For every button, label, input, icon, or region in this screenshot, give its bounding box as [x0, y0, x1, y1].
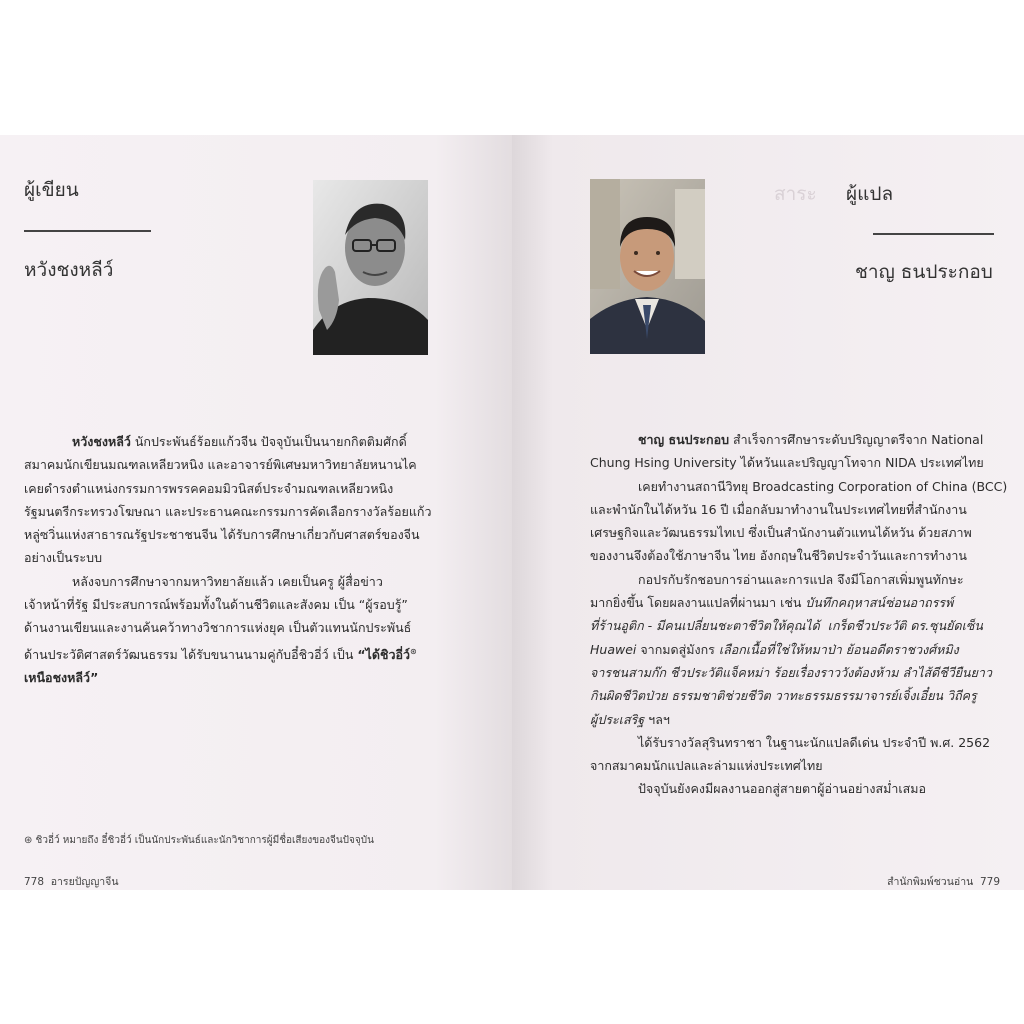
book-spread — [0, 135, 1024, 890]
bio-text: มากยิ่งขึ้น โดยผลงานแปลที่ผ่านมา เช่น — [590, 595, 806, 611]
bio-line: และพำนักในได้หวัน 16 ปี เมื่อกลับมาทำงานในประเทศไทยที่สำนักงาน — [590, 501, 967, 517]
page-footer-left — [24, 873, 119, 890]
page-footer-right — [887, 873, 1000, 890]
translator-name: ชาญ ธนประกอบ — [855, 261, 993, 283]
bio-line: ของงานจึงต้องใช้ภาษาจีน ไทย อังกฤษในชีวิตประจำวันและการทำงาน — [590, 548, 967, 564]
publisher-name: สำนักพิมพ์ชวนอ่าน — [887, 876, 974, 888]
bio-paragraph-1 — [24, 430, 464, 453]
author-biography — [24, 430, 464, 689]
page-number: 779 — [979, 876, 1000, 888]
book-title-italic: จารชนสามก๊ก ชีวประวัติแจ็คหม่า ร้อยเรื่องราววังต้องห้าม ลำไส้ดีชีวียืนยาว — [590, 664, 992, 680]
faded-label: สาระ — [774, 183, 817, 205]
book-title-italic: บันทึกคฤหาสน์ซ่อนอาถรรพ์ — [805, 595, 954, 611]
bio-paragraph-2: หลังจบการศึกษาจากมหาวิทยาลัยแล้ว เคยเป็นครู ผู้สื่อข่าว — [72, 573, 383, 589]
bio-paragraph-3: กอปรกับรักชอบการอ่านและการแปล จึงมีโอกาสเพิ่มพูนทักษะ — [638, 571, 964, 587]
section-divider — [873, 233, 994, 235]
bio-paragraph-2: เคยทำงานสถานีวิทยุ Broadcasting Corporation of China (BCC) — [638, 478, 1008, 494]
bio-line: สมาคมนักเขียนมณฑลเหลียวหนิง และอาจารย์พิเศษมหาวิทยาลัยหนานไค — [24, 457, 417, 473]
book-title-italic: Huawei — [590, 641, 637, 657]
section-label-translator: ผู้แปล — [846, 183, 894, 205]
author-photo — [313, 180, 428, 355]
bio-line: จากสมาคมนักแปลและล่ามแห่งประเทศไทย — [590, 758, 823, 774]
bio-line: เศรษฐกิจและวัฒนธรรมไทเป ซึ่งเป็นสำนักงานตัวแทนได้หวัน ด้วยสภาพ — [590, 525, 972, 541]
bio-line: อย่างเป็นระบบ — [24, 550, 103, 566]
bio-paragraph-4: ได้รับรางวัลสุรินทราชา ในฐานะนักแปลดีเด่น ประจำปี พ.ศ. 2562 — [638, 734, 991, 750]
bio-text: นักประพันธ์ร้อยแก้วจีน ปัจจุบันเป็นนายกกิตติมศักดิ์ — [130, 434, 407, 449]
bio-line: เคยดำรงตำแหน่งกรรมการพรรคคอมมิวนิสต์ประจำมณฑลเหลียวหนิง — [24, 480, 394, 496]
section-divider — [24, 230, 151, 232]
author-name-bold: หวังชงหลีว์ — [72, 434, 131, 449]
translator-biography — [590, 428, 1010, 801]
bio-line: หลู่ซวิ่นแห่งสาธารณรัฐประชาชนจีน ได้รับการศึกษาเกี่ยวกับศาสตร์ของจีน — [24, 527, 420, 543]
bio-line: ด้านงานเขียนและงานค้นคว้าทางวิชาการแห่งยุค เป็นตัวแทนนักประพันธ์ — [24, 620, 412, 636]
right-page — [512, 135, 1024, 890]
author-name: หวังชงหลีว์ — [24, 259, 114, 281]
bio-line: รัฐมนตรีกระทรวงโฆษณา และประธานคณะกรรมการคัดเลือกรางวัลร้อยแก้ว — [24, 503, 432, 519]
bio-line: เจ้าหน้าที่รัฐ มีประสบการณ์พร้อมทั้งในด้านชีวิตและสังคม เป็น “ผู้รอบรู้” — [24, 597, 408, 613]
translator-name-bold: ชาญ ธนประกอบ — [638, 432, 730, 447]
left-page — [0, 135, 512, 890]
bio-text: ฯลฯ — [644, 711, 670, 727]
bio-paragraph-5: ปัจจุบันยังคงมีผลงานออกสู่สายตาผู้อ่านอย่างสม่ำเสมอ — [638, 781, 927, 797]
bio-text: สำเร็จการศึกษาระดับปริญญาตรีจาก National — [729, 432, 984, 447]
book-title-italic: เลือกเนื้อที่ใช่ให้หมาป่า ย้อนอดีตราชวงศ์หมิง — [718, 641, 959, 657]
book-title: อารยปัญญาจีน — [50, 876, 119, 888]
bio-text: จากมดสู่มังกร — [636, 641, 719, 657]
book-title-italic: ที่ร้านอูติก - มีคนเปลี่ยนชะตาชีวิตให้คุณได้ — [590, 618, 820, 634]
footnote: ⊛ ชิวอี่ว์ หมายถึง อี๋ชิวอี่ว์ เป็นนักประพันธ์และนักวิชาการผู้มีชื่อเสียงของจีนปัจจุบัน — [24, 835, 374, 846]
page-number: 778 — [24, 876, 45, 888]
book-title-italic: กินผิดชีวิตป่วย ธรรมชาติช่วยชีวิต วาทะธรรมธรรมาจารย์เจิ้งเอี๋ยน วิถีครู — [590, 688, 977, 704]
bio-paragraph-1 — [590, 428, 1010, 451]
book-title-italic: ผู้ประเสริฐ — [590, 711, 645, 727]
section-label-author: ผู้เขียน — [24, 179, 79, 201]
bio-line: Chung Hsing University ได้หวันและปริญญาโทจาก NIDA ประเทศไทย — [590, 455, 984, 471]
translator-photo — [590, 179, 705, 354]
book-title-italic: เกร็ดชีวประวัติ ดร.ซุนยัดเซ็น — [827, 618, 983, 634]
nickname-bold: “ได้ชิวอี่ว์ — [357, 646, 410, 662]
bio-text: ด้านประวัติศาสตร์วัฒนธรรม ได้รับขนานนามคู่กับอี๋ชิวอี่ว์ เป็น — [24, 646, 358, 662]
footnote-marker: ⊛ — [410, 646, 417, 656]
nickname-bold: เหนือชงหลีว์” — [24, 670, 99, 686]
